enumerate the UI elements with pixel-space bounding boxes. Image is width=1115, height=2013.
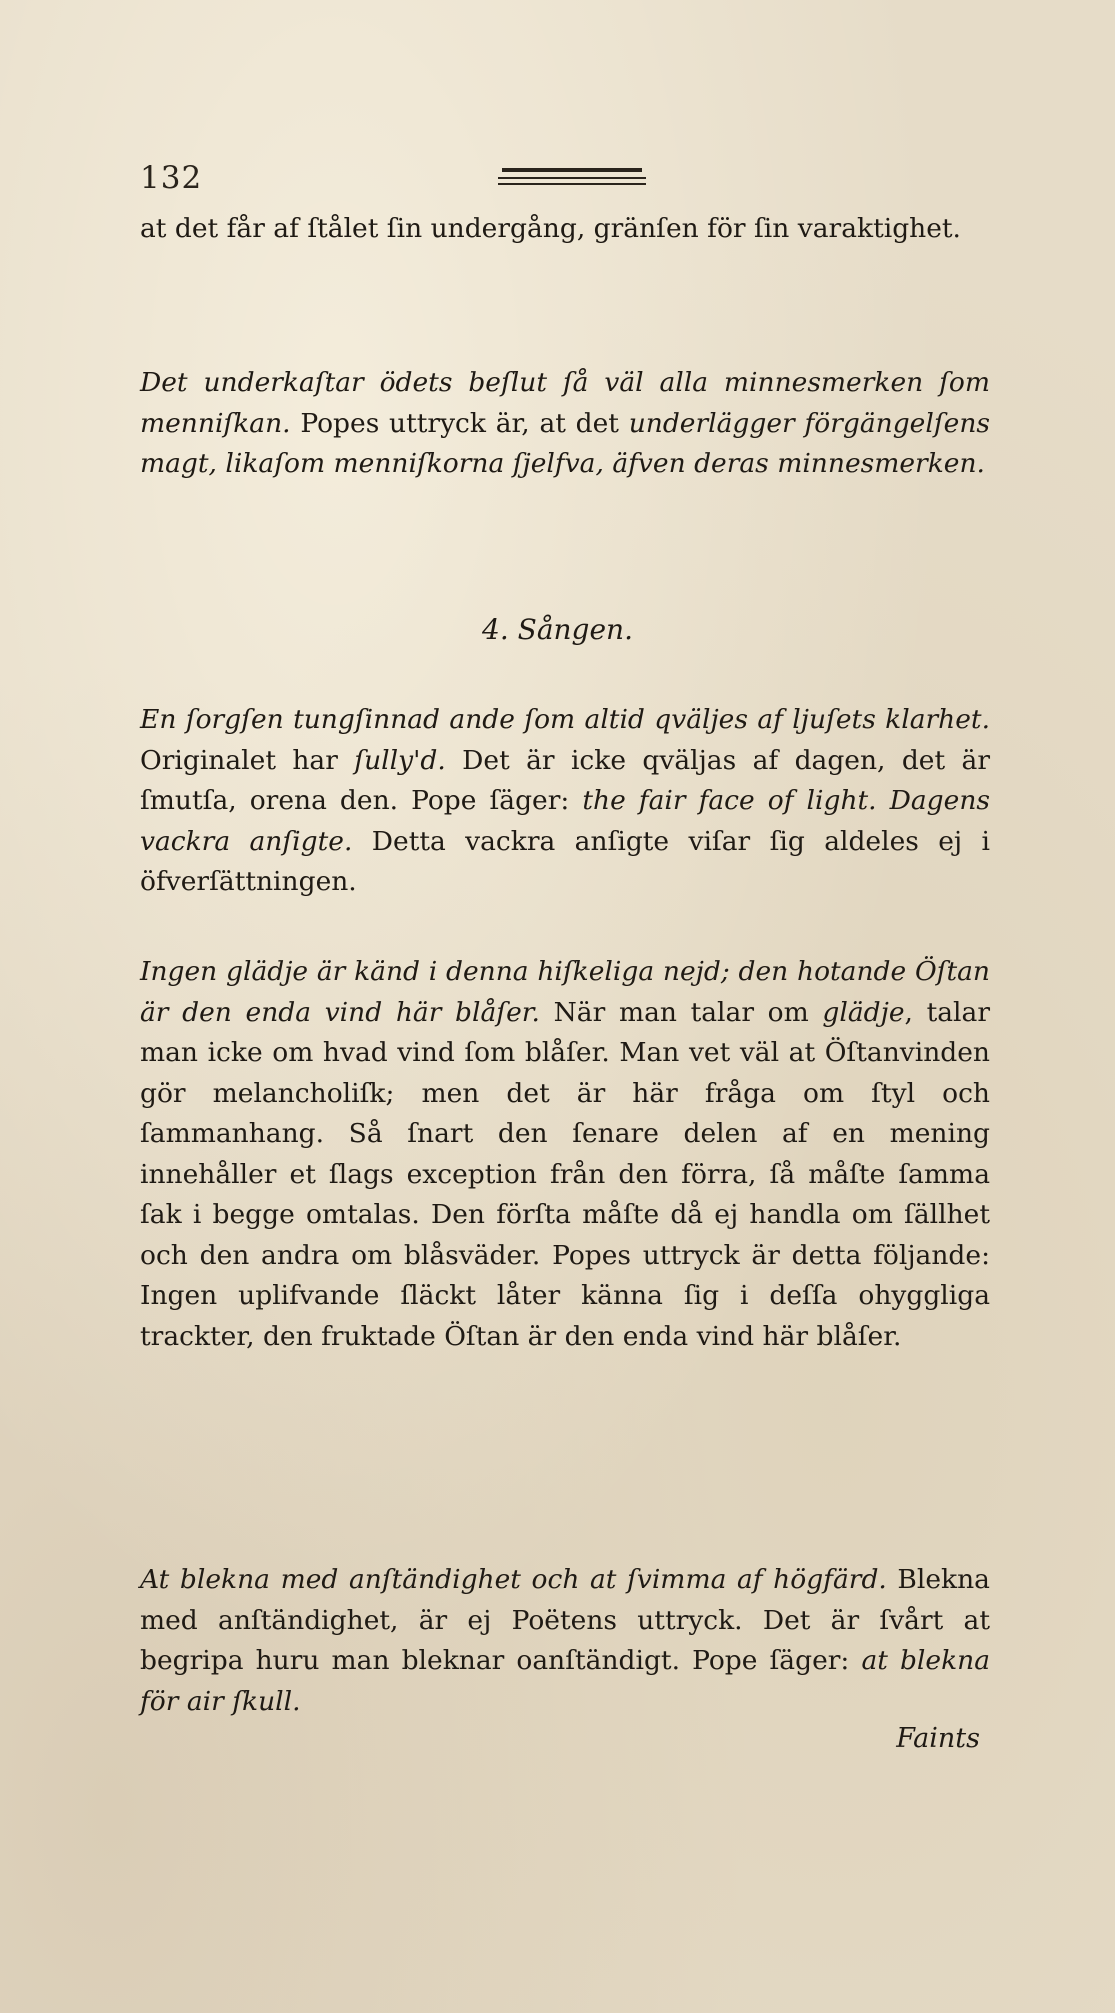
note-joy-lemma: Ingen glädje är känd i denna hiſkeliga nejd; den hotande Öſtan är den enda vind här blåſer. xyxy=(140,956,990,1028)
note-spirit-text2: Det är icke qväljas af dagen, det är ſmutſa, orena den. Pope ſäger: xyxy=(140,744,990,816)
note-monuments xyxy=(140,363,990,485)
note-joy-word: glädje xyxy=(822,996,905,1028)
note-spirit-lemma: En ſorgſen tungſinnad ande ſom altid qväljes af ljuſets klarhet. xyxy=(140,704,990,735)
note-pale-text xyxy=(140,1560,990,1722)
continuation-text: at det får af ſtålet ſin undergång, gränſen för ſin varaktighet. xyxy=(140,213,961,244)
note-spirit-text1: Originalet har xyxy=(140,744,355,776)
note-monuments-comment: Popes uttryck är, at det xyxy=(290,407,629,439)
note-spirit-text xyxy=(140,700,990,903)
note-joy-text1: När man talar om xyxy=(539,996,823,1028)
header-rule xyxy=(498,168,646,185)
header-rule-thin-2 xyxy=(498,183,646,185)
note-monuments-lemma: Det underkaſtar ödets beſlut ſå väl alla minnesmerken ſom menniſkan. xyxy=(140,367,990,439)
header-rule-thin-1 xyxy=(498,177,646,179)
note-spirit-text4: Detta vackra anſigte viſar ſig aldeles ej i öfverſättningen. xyxy=(140,825,990,897)
continuation-paragraph xyxy=(140,209,990,250)
note-spirit-lemma-face: Dagens vackra anſigte. xyxy=(140,785,990,857)
section-heading xyxy=(0,613,1115,646)
note-pale-text1: Blekna med anſtändighet, är ej Poëtens uttryck. Det är ſvårt at begripa huru man bleknar oanſtändigt. Pope ſäger: xyxy=(140,1564,990,1676)
note-joy-text xyxy=(140,952,990,1357)
note-monuments-lemma2: underlägger förgängelſens magt, likaſom menniſkorna ſjelfva, äfven deras minnesmerken. xyxy=(140,407,990,479)
note-pale xyxy=(140,1560,990,1722)
note-pale-pope-quote: at blekna för air ſkull. xyxy=(140,1645,991,1717)
section-heading-text: 4. Sången. xyxy=(482,613,633,646)
note-joy xyxy=(140,952,990,1357)
note-spirit-pope-quote: the fair face of light. xyxy=(582,785,877,816)
note-joy-text2: , talar man icke om hvad vind ſom blåſer. Man vet väl at Öſtanvinden gör melancholiſk; men det är här fråga om ſtyl och ſammanhang. Så ſnart den ſenare delen af en mening innehåller et ſlags exception från den förra, ſå måſte ſamma ſak i begge omtalas. Den förſta måſte då ej handla om ſällhet och den andra om blåsväder. Popes uttryck är detta följande: Ingen uplifvande ſläckt låter känna ſig i deſſa ohyggliga trackter, den fruktade Öſtan är den enda vind här blåſer. xyxy=(140,996,990,1352)
note-spirit-text3 xyxy=(877,785,890,816)
catchword: Faints xyxy=(896,1723,980,1754)
note-spirit xyxy=(140,700,990,903)
header-rule-thick xyxy=(502,168,642,172)
note-spirit-orig-word: ſully'd. xyxy=(354,744,446,776)
page-number: 132 xyxy=(140,160,203,196)
note-monuments-text xyxy=(140,363,990,485)
note-pale-lemma: At blekna med anſtändighet och at ſvimma af högfärd. xyxy=(140,1564,887,1595)
